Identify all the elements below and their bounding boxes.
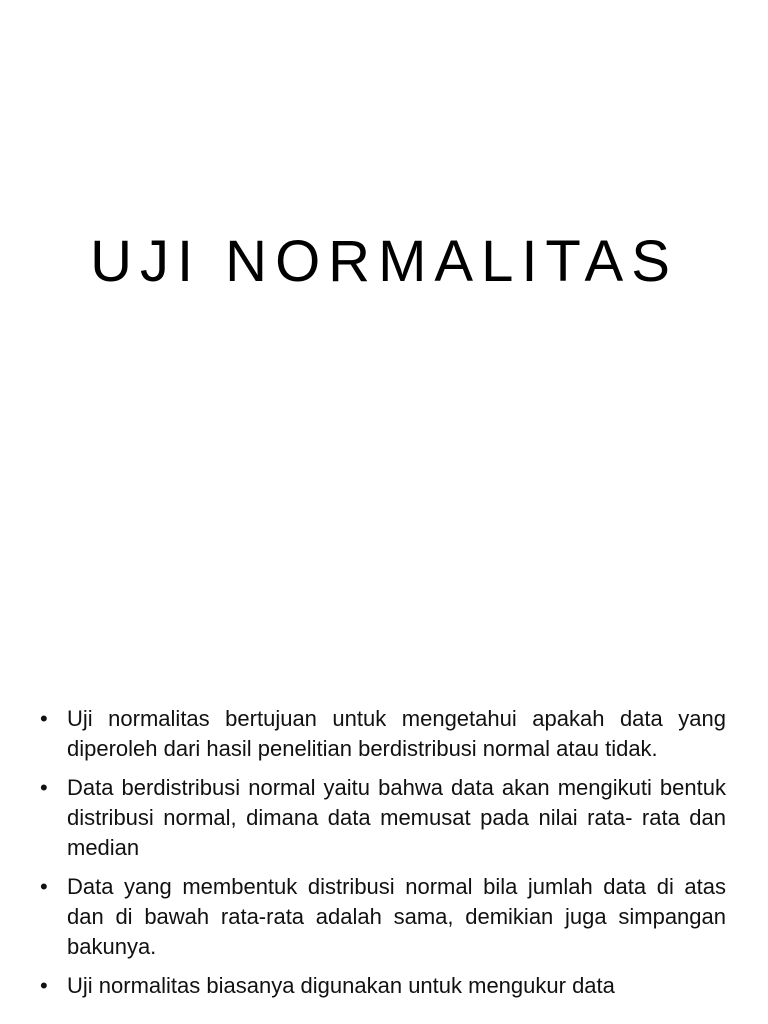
bullet-item <box>40 773 726 863</box>
bullet-dot-icon: • <box>40 775 48 800</box>
bullet-dot-icon: • <box>40 706 48 731</box>
bullet-text: Data yang membentuk distribusi normal bila jumlah data di atas dan di bawah rata-rata adalah sama, demikian juga simpangan bakunya. <box>67 874 726 959</box>
bullet-item <box>40 704 726 764</box>
bullet-text: Data berdistribusi normal yaitu bahwa data akan mengikuti bentuk distribusi normal, dimana data memusat pada nilai rata- rata dan median <box>67 775 726 860</box>
bullet-list <box>40 704 726 1010</box>
bullet-item <box>40 971 726 1001</box>
slide-title: UJI NORMALITAS <box>90 229 678 294</box>
bullet-text: Uji normalitas biasanya digunakan untuk mengukur data <box>67 973 615 998</box>
bullet-text: Uji normalitas bertujuan untuk mengetahui apakah data yang diperoleh dari hasil penelitian berdistribusi normal atau tidak. <box>67 706 726 761</box>
bullet-dot-icon: • <box>40 973 48 998</box>
bullet-item <box>40 872 726 962</box>
bullet-dot-icon: • <box>40 874 48 899</box>
